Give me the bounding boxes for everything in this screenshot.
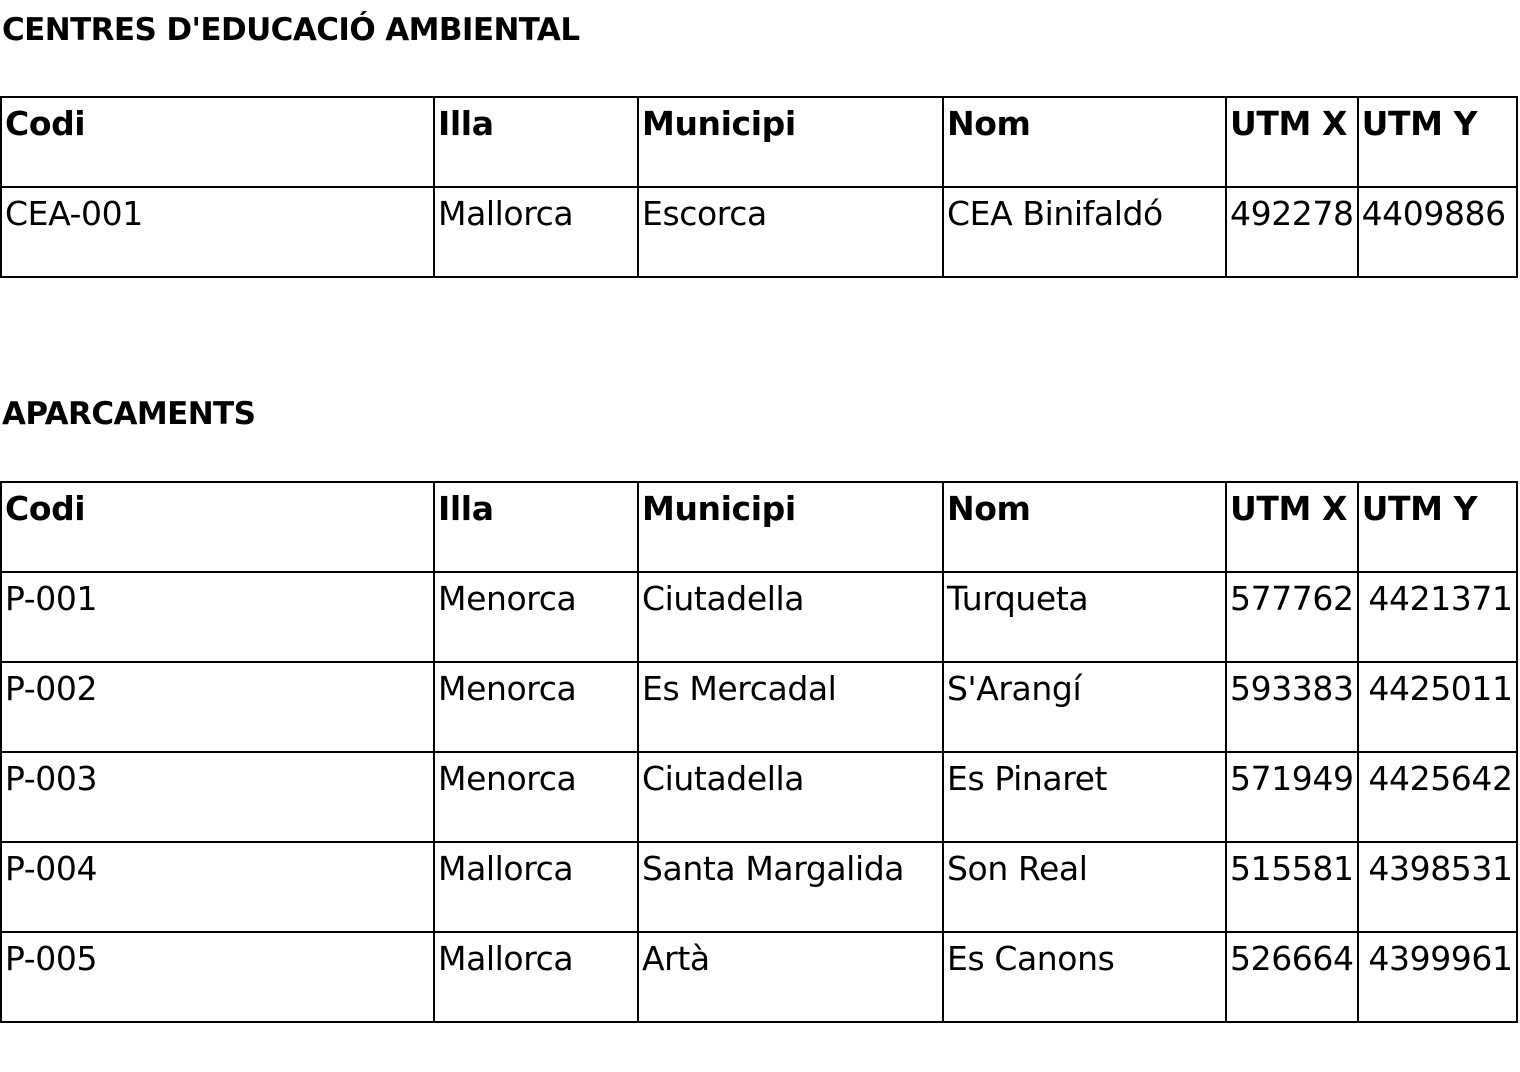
cell-utm-y: 4398531 [1358,842,1517,932]
column-header-utm-x: UTM X [1226,97,1358,187]
table-row [1,932,1517,1022]
column-header-municipi: Municipi [638,482,943,572]
cell-utm-y: 4425011 [1358,662,1517,752]
cell-utm-x: 515581 [1226,842,1358,932]
cell-municipi: Escorca [638,187,943,277]
table-row [1,752,1517,842]
cell-nom: Es Pinaret [943,752,1226,842]
cell-municipi: Ciutadella [638,752,943,842]
cell-codi: P-001 [1,572,434,662]
column-header-utm-x: UTM X [1226,482,1358,572]
cell-nom: Es Canons [943,932,1226,1022]
cell-utm-x: 577762 [1226,572,1358,662]
cell-utm-x: 526664 [1226,932,1358,1022]
cell-illa: Menorca [434,752,638,842]
column-header-illa: Illa [434,97,638,187]
cell-illa: Mallorca [434,842,638,932]
cell-utm-y: 4399961 [1358,932,1517,1022]
column-header-utm-y: UTM Y [1358,97,1517,187]
section-title-aparcaments: APARCAMENTS [2,396,256,432]
section-title-centres-educacio-ambiental: CENTRES D'EDUCACIÓ AMBIENTAL [2,12,580,48]
cell-illa: Mallorca [434,187,638,277]
cell-nom: CEA Binifaldó [943,187,1226,277]
column-header-municipi: Municipi [638,97,943,187]
cell-nom: Son Real [943,842,1226,932]
cell-nom: Turqueta [943,572,1226,662]
cell-illa: Mallorca [434,932,638,1022]
cell-codi: P-004 [1,842,434,932]
table-header-row [1,482,1517,572]
cell-codi: P-003 [1,752,434,842]
column-header-codi: Codi [1,482,434,572]
column-header-nom: Nom [943,97,1226,187]
cell-utm-x: 593383 [1226,662,1358,752]
table-row [1,572,1517,662]
column-header-illa: Illa [434,482,638,572]
table-row [1,662,1517,752]
cell-municipi: Artà [638,932,943,1022]
column-header-utm-y: UTM Y [1358,482,1517,572]
cell-nom: S'Arangí [943,662,1226,752]
table-header-row [1,97,1517,187]
table-row [1,187,1517,277]
column-header-nom: Nom [943,482,1226,572]
cell-utm-y: 4421371 [1358,572,1517,662]
cell-utm-y: 4409886 [1358,187,1517,277]
cell-municipi: Santa Margalida [638,842,943,932]
table-row [1,842,1517,932]
cell-municipi: Ciutadella [638,572,943,662]
cell-utm-x: 571949 [1226,752,1358,842]
cell-codi: CEA-001 [1,187,434,277]
cell-utm-x: 492278 [1226,187,1358,277]
cell-illa: Menorca [434,572,638,662]
column-header-codi: Codi [1,97,434,187]
cell-utm-y: 4425642 [1358,752,1517,842]
table-aparcaments [0,481,1518,1023]
cell-illa: Menorca [434,662,638,752]
cell-municipi: Es Mercadal [638,662,943,752]
cell-codi: P-005 [1,932,434,1022]
cell-codi: P-002 [1,662,434,752]
table-centres-educacio-ambiental [0,96,1518,278]
